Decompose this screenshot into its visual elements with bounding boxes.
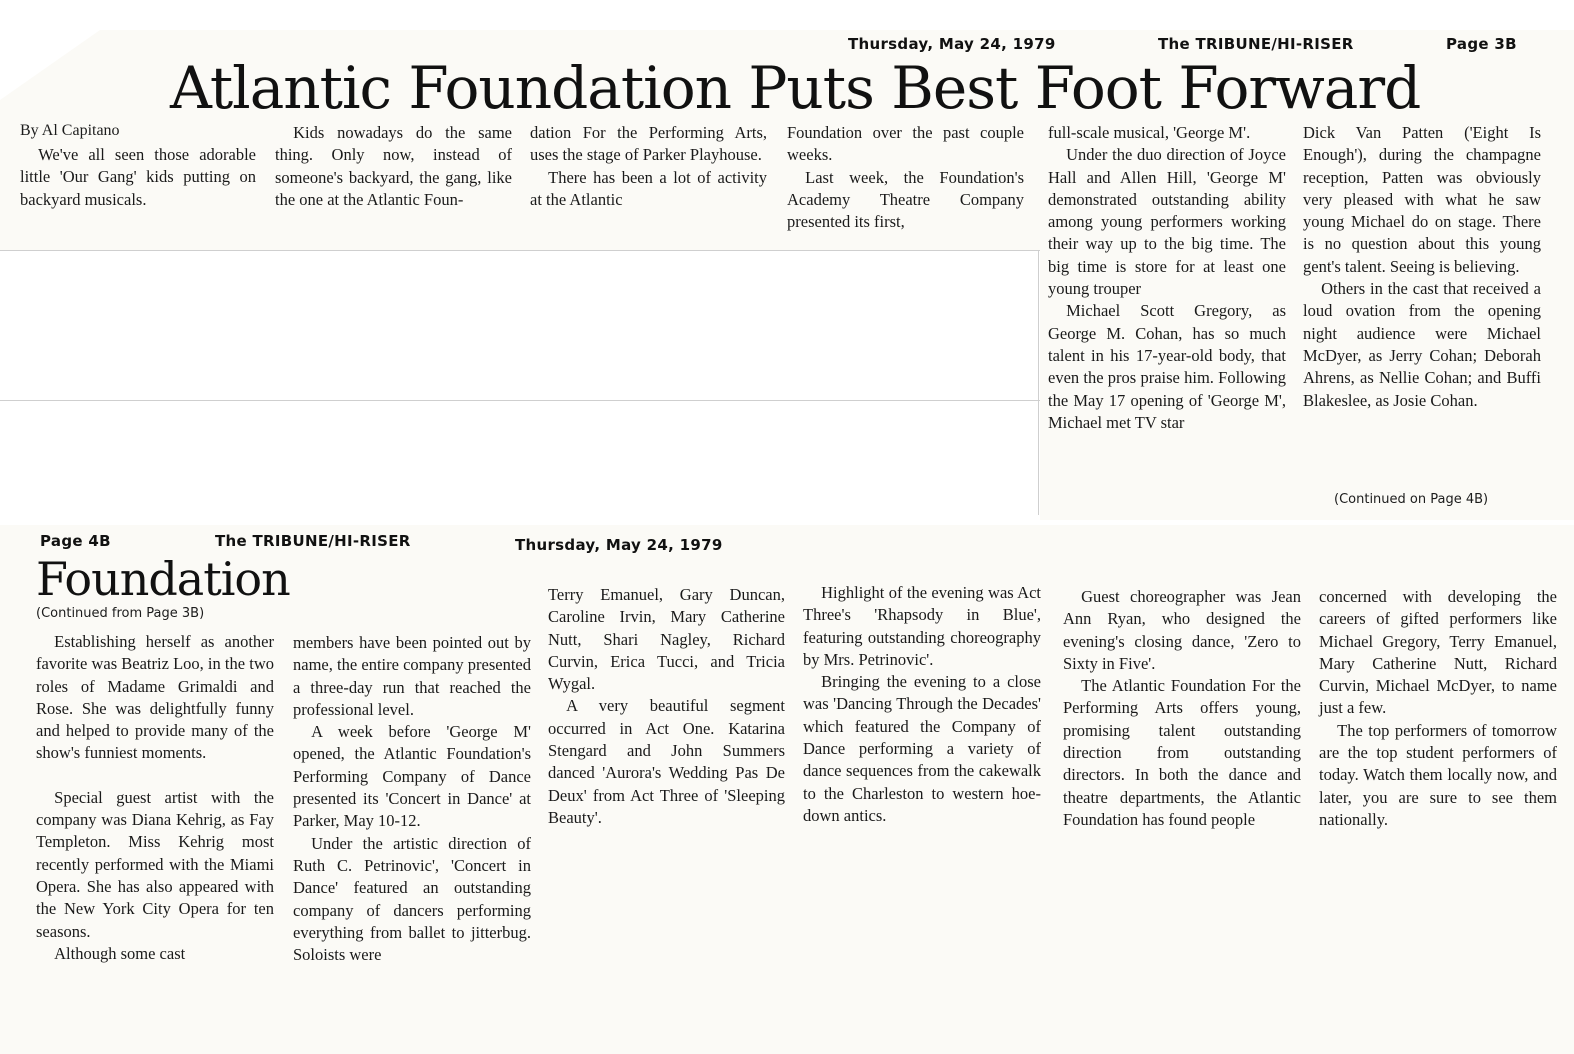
paragraph: Bringing the evening to a close was 'Dancing Through the Decades' which featured the Company of Dance performing a variety of dance sequences from the cakewalk to the Charleston to western hoe-down antics. [803, 672, 1041, 825]
paragraph: There has been a lot of activity at the Atlantic [530, 167, 767, 209]
bottom-paper-name: The TRIBUNE/HI-RISER [215, 532, 411, 550]
paragraph: Establishing herself as another favorite was Beatriz Loo, in the two roles of Madame Grimaldi and Rose. She was delightfully funny and helped to provide many of the show's funniest moments. [36, 632, 274, 763]
paragraph: Kids nowadays do the same thing. Only now, instead of someone's backyard, the gang, like the one at the Atlantic Foun- [275, 123, 512, 209]
paragraph: Dick Van Patten ('Eight Is Enough'), during the champagne reception, Patten was obviously very pleased with what he saw young Michael do on stage. There is no question about this young gent's talent. Seeing is believing. [1303, 123, 1541, 276]
paragraph: full-scale musical, 'George M'. [1048, 123, 1251, 142]
paragraph: We've all seen those adorable little 'Our Gang' kids putting on backyard musicals. [20, 145, 256, 209]
top-column-2 [275, 122, 512, 211]
paragraph: Foundation over the past couple weeks. [787, 123, 1024, 165]
continued-from-note: (Continued from Page 3B) [36, 606, 205, 621]
continued-note: (Continued on Page 4B) [1334, 492, 1489, 507]
bottom-column-4 [803, 582, 1041, 827]
paragraph: Last week, the Foundation's Academy Theatre Company presented its first, [787, 167, 1024, 232]
paragraph: The top performers of tomorrow are the top student performers of today. Watch them locally now, and later, you are sure to see them nationally. [1319, 720, 1557, 829]
top-column-5 [1048, 122, 1286, 434]
top-date: Thursday, May 24, 1979 [848, 35, 1056, 53]
headline: Atlantic Foundation Puts Best Foot Forward [170, 54, 1421, 122]
top-paper-name: The TRIBUNE/HI-RISER [1158, 35, 1354, 53]
paragraph: Under the duo direction of Joyce Hall and Allen Hill, 'George M' demonstrated outstanding ability among young performers working their way up to the big time. The big time is store for at least one young trouper [1048, 145, 1286, 299]
paragraph: Michael Scott Gregory, as George M. Cohan, has so much talent in his 17-year-old body, that even the pros praise him. Following the May 17 opening of 'George M', Michael met TV star [1048, 301, 1286, 432]
column-rule [1038, 250, 1039, 515]
paragraph: Others in the cast that received a loud ovation from the opening night audience were Michael McDyer, as Jerry Cohan; Deborah Ahrens, as Nellie Cohan; and Buffi Blakeslee, as Josie Cohan. [1303, 279, 1541, 410]
top-column-1 [20, 144, 256, 211]
paragraph: Under the artistic direction of Ruth C. Petrinovic', 'Concert in Dance' featured an outstanding company of dancers performing everything from ballet to jitterbug. Soloists were [293, 833, 531, 965]
clip-edge-2 [0, 400, 1040, 401]
paragraph: Highlight of the evening was Act Three's 'Rhapsody in Blue', featuring outstanding choreography by Mrs. Petrinovic'. [803, 583, 1041, 669]
paragraph: Special guest artist with the company was Diana Kehrig, as Fay Templeton. Miss Kehrig most recently performed with the Miami Opera. She has also appeared with the New York City Opera for ten seasons. [36, 787, 274, 941]
continuation-headline: Foundation [36, 552, 290, 606]
paragraph: A week before 'George M' opened, the Atlantic Foundation's Performing Company of Dance presented its 'Concert in Dance' at Parker, May 10-12. [293, 722, 531, 831]
top-column-4 [787, 122, 1024, 233]
top-column-3 [530, 122, 767, 211]
byline: By Al Capitano [20, 122, 120, 139]
paragraph: A very beautiful segment occurred in Act One. Katarina Stengard and John Summers danced 'Aurora's Wedding Pas De Deux' from Act Three of 'Sleeping Beauty'. [548, 696, 785, 827]
bottom-column-2 [293, 632, 531, 966]
clip-edge [0, 250, 1040, 251]
paragraph: Terry Emanuel, Gary Duncan, Caroline Irvin, Mary Catherine Nutt, Shari Nagley, Richard Curvin, Erica Tucci, and Tricia Wygal. [548, 585, 785, 694]
paragraph: Guest choreographer was Jean Ann Ryan, who designed the evening's closing dance, 'Zero to Sixty in Five'. [1063, 587, 1301, 673]
paragraph: members have been pointed out by name, the entire company presented a three-day run that reached the professional level. [293, 633, 531, 719]
paragraph: dation For the Performing Arts, uses the stage of Parker Playhouse. [530, 123, 767, 165]
bottom-date: Thursday, May 24, 1979 [515, 536, 723, 554]
paragraph: Although some cast [54, 943, 186, 963]
paragraph: concerned with developing the careers of gifted performers like Michael Gregory, Terry Emanuel, Mary Catherine Nutt, Richard Curvin, Michael McDyer, to name just a few. [1319, 587, 1557, 718]
top-column-6 [1303, 122, 1541, 412]
bottom-column-5 [1063, 586, 1301, 831]
bottom-column-1 [36, 631, 274, 965]
bottom-column-6 [1319, 586, 1557, 831]
bottom-page-number: Page 4B [40, 532, 111, 550]
top-page-number: Page 3B [1446, 35, 1517, 53]
bottom-column-3 [548, 584, 785, 829]
paragraph: The Atlantic Foundation For the Performing Arts offers young, promising talent outstanding direction from outstanding directors. In both the dance and theatre departments, the Atlantic Foundation has found people [1063, 676, 1301, 829]
